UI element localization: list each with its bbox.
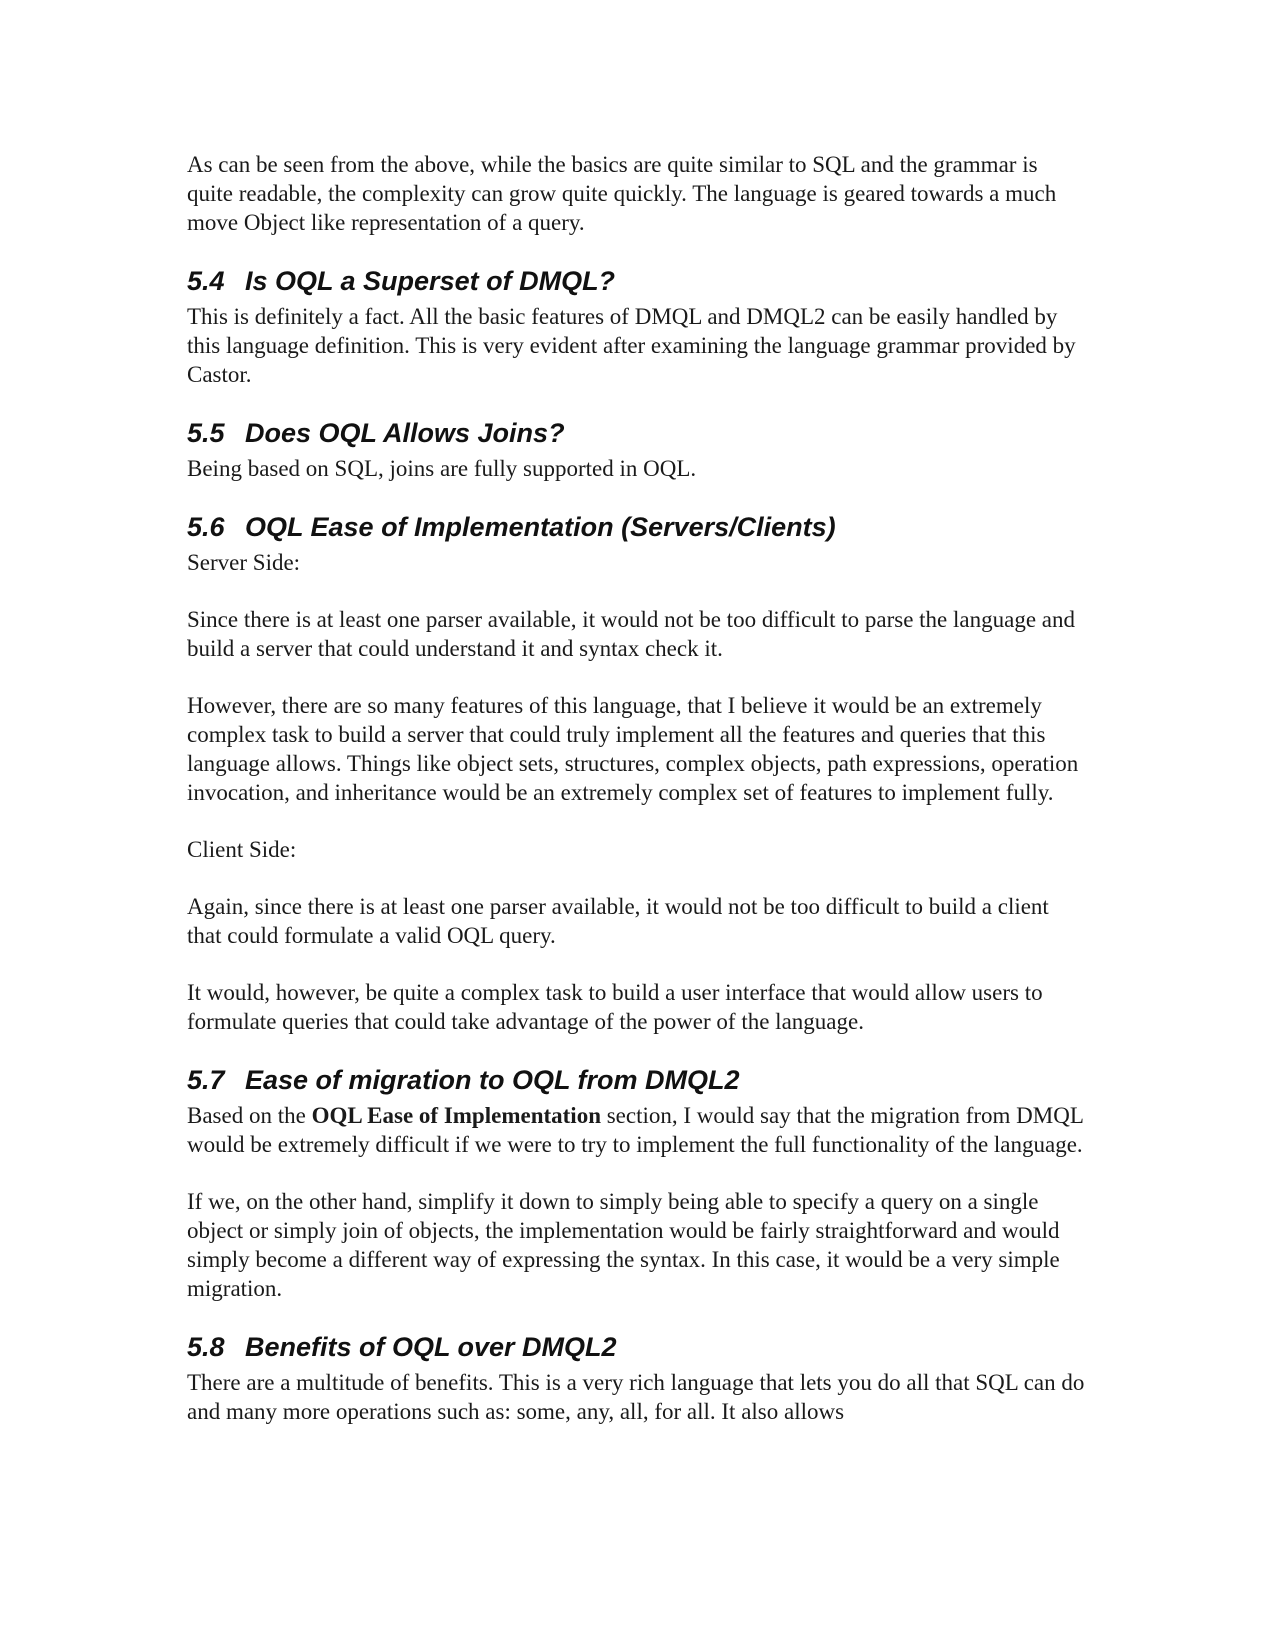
paragraph-5-7-b: If we, on the other hand, simplify it down to simply being able to specify a query on a single object or simply join of objects, the implementation would be fairly straightforward and would simply become a different way of expressing the syntax. In this case, it would be a very simple migration.: [187, 1189, 1060, 1301]
paragraph-5-6-b: However, there are so many features of this language, that I believe it would be an extremely complex task to build a server that could truly implement all the features and queries that this language allows. Things like object sets, structures, complex objects, path expressions, operation invocation, and inheritance would be an extremely complex set of features to implement fully.: [187, 693, 1079, 805]
heading-number: 5.4: [187, 266, 225, 296]
heading-number: 5.8: [187, 1332, 225, 1362]
server-side-label: Server Side:: [187, 550, 301, 575]
heading-title: Is OQL a Superset of DMQL?: [245, 266, 616, 296]
bold-reference: OQL Ease of Implementation: [311, 1103, 601, 1128]
heading-title: Benefits of OQL over DMQL2: [245, 1332, 617, 1362]
heading-number: 5.7: [187, 1065, 225, 1095]
paragraph-5-5: Being based on SQL, joins are fully supported in OQL.: [187, 456, 697, 481]
paragraph-5-4: This is definitely a fact. All the basic features of DMQL and DMQL2 can be easily handled by this language definition. This is very evident after examining the language grammar provided by Castor.: [187, 304, 1076, 387]
heading-number: 5.5: [187, 418, 225, 448]
heading-5-7: [187, 1064, 1087, 1096]
paragraph-5-8: There are a multitude of benefits. This is a very rich language that lets you do all that SQL can do and many more operations such as: some, any, all, for all. It also allows: [187, 1370, 1085, 1424]
heading-number: 5.6: [187, 512, 225, 542]
heading-5-6: [187, 511, 1087, 543]
paragraph-5-7-a: [187, 1101, 1087, 1159]
text-run: Based on the: [187, 1103, 312, 1128]
client-side-label: Client Side:: [187, 837, 297, 862]
paragraph-5-6-d: It would, however, be quite a complex task to build a user interface that would allow users to formulate queries that could take advantage of the power of the language.: [187, 980, 1043, 1034]
heading-5-4: [187, 265, 1087, 297]
document-page: [187, 150, 1087, 1454]
heading-5-8: [187, 1331, 1087, 1363]
paragraph-5-6-a: Since there is at least one parser available, it would not be too difficult to parse the language and build a server that could understand it and syntax check it.: [187, 607, 1075, 661]
text-run: section, I would say that the migration from DMQL would be extremely difficult if we were to try to implement the full functionality of the language.: [187, 1103, 1084, 1157]
intro-paragraph: As can be seen from the above, while the basics are quite similar to SQL and the grammar is quite readable, the complexity can grow quite quickly. The language is geared towards a much move Object like representation of a query.: [187, 152, 1057, 235]
heading-title: Does OQL Allows Joins?: [245, 418, 565, 448]
heading-title: Ease of migration to OQL from DMQL2: [245, 1065, 740, 1095]
heading-title: OQL Ease of Implementation (Servers/Clients): [245, 512, 836, 542]
paragraph-5-6-c: Again, since there is at least one parser available, it would not be too difficult to build a client that could formulate a valid OQL query.: [187, 894, 1049, 948]
heading-5-5: [187, 417, 1087, 449]
